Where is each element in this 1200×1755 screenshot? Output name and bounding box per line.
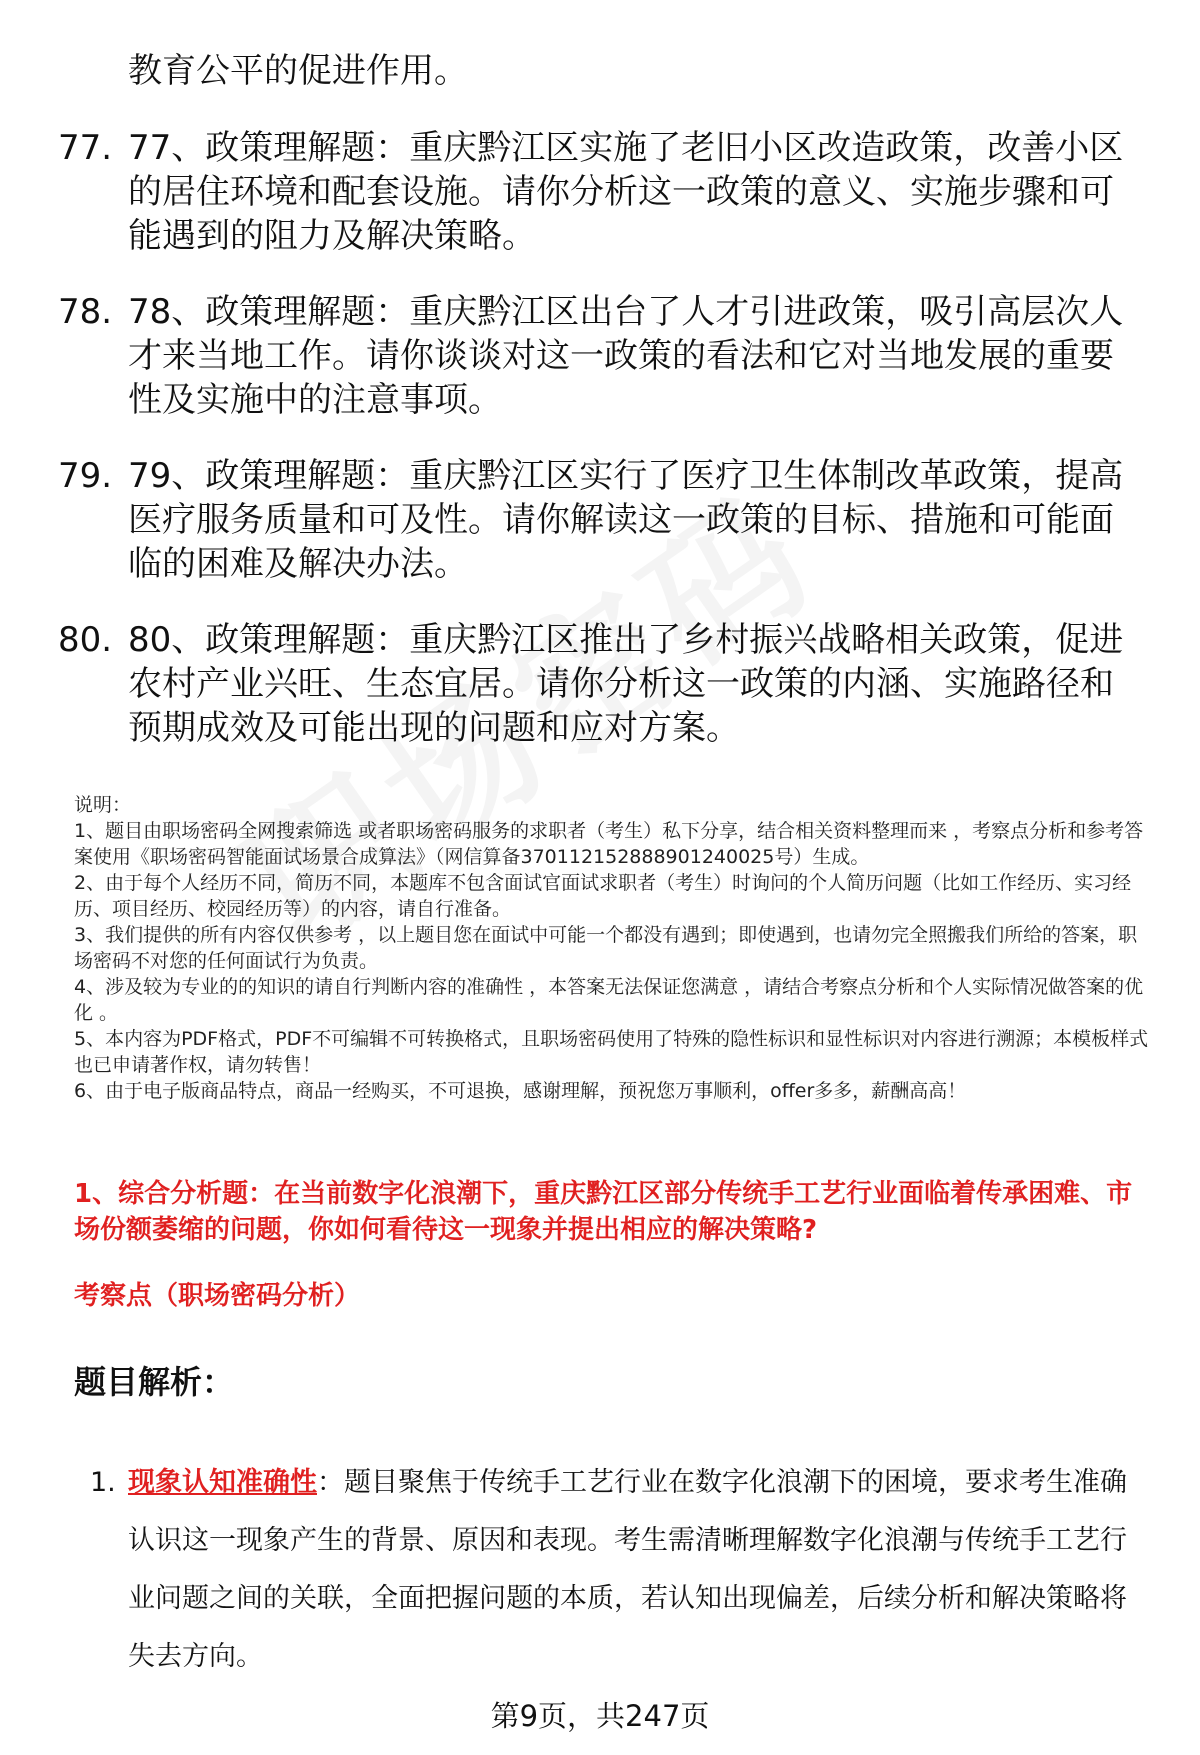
term-separator: ： <box>317 1467 344 1498</box>
list-item <box>58 290 1148 422</box>
question-text: 78、政策理解题：重庆黔江区出台了人才引进政策，吸引高层次人才来当地工作。请你谈谈对这一政策的看法和它对当地发展的重要性及实施中的注意事项。 <box>128 292 1124 420</box>
note-item: 1、题目由职场密码全网搜索筛选 或者职场密码服务的求职者（考生）私下分享，结合相关资料整理而来 ，考察点分析和参考答案使用《职场密码智能面试场景合成算法》（网信算备370112152888901240025号）生成。 <box>74 820 1144 868</box>
notes-section <box>74 792 1154 1104</box>
list-number: 80. <box>58 620 113 660</box>
note-item: 4、涉及较为专业的的知识的请自行判断内容的准确性 ，本答案无法保证您满意 ，请结合考察点分析和个人实际情况做答案的优化 。 <box>74 976 1144 1024</box>
note-item: 3、我们提供的所有内容仅供参考 ，以上题目您在面试中可能一个都没有遇到；即使遇到，也请勿完全照搬我们所给的答案，职场密码不对您的任何面试行为负责。 <box>74 924 1138 972</box>
list-item <box>58 126 1148 258</box>
analysis-body: 题目聚焦于传统手工艺行业在数字化浪潮下的困境，要求考生准确认识这一现象产生的背景、原因和表现。考生需清晰理解数字化浪潮与传统手工艺行业问题之间的关联，全面把握问题的本质，若认知出现偏差，后续分析和解决策略将失去方向。 <box>128 1467 1127 1672</box>
notes-heading: 说明： <box>74 794 132 816</box>
list-item <box>58 454 1148 586</box>
list-number: 77. <box>58 128 113 168</box>
analysis-list <box>90 1454 1150 1686</box>
list-number: 78. <box>58 292 113 332</box>
page-number: 第9页，共247页 <box>490 1699 710 1733</box>
kaochadian-heading: 考察点（职场密码分析） <box>74 1281 361 1311</box>
analysis-term: 现象认知准确性 <box>128 1467 317 1498</box>
note-item: 2、由于每个人经历不同，简历不同，本题库不包含面试官面试求职者（考生）时询问的个人简历问题（比如工作经历、实习经历、项目经历、校园经历等）的内容，请自行准备。 <box>74 872 1132 920</box>
analysis-item <box>90 1454 1150 1686</box>
list-number: 1. <box>90 1467 116 1498</box>
question-text: 79、政策理解题：重庆黔江区实行了医疗卫生体制改革政策，提高医疗服务质量和可及性。请你解读这一政策的目标、措施和可能面临的困难及解决办法。 <box>128 456 1124 584</box>
question-text: 80、政策理解题：重庆黔江区推出了乡村振兴战略相关政策，促进农村产业兴旺、生态宜居。请你分析这一政策的内涵、实施路径和预期成效及可能出现的问题和应对方案。 <box>128 620 1124 748</box>
note-item: 6、由于电子版商品特点，商品一经购买，不可退换，感谢理解，预祝您万事顺利，offer多多，薪酬高高！ <box>74 1080 967 1102</box>
list-number: 79. <box>58 456 113 496</box>
question-list <box>58 126 1148 782</box>
analysis-text <box>128 1454 1143 1686</box>
note-item: 5、本内容为PDF格式，PDF不可编辑不可转换格式，且职场密码使用了特殊的隐性标识和显性标识对内容进行溯源；本模板样式也已申请著作权，请勿转售！ <box>74 1028 1149 1076</box>
question-text: 77、政策理解题：重庆黔江区实施了老旧小区改造政策，改善小区的居住环境和配套设施。请你分析这一政策的意义、实施步骤和可能遇到的阻力及解决策略。 <box>128 128 1124 256</box>
analysis-title: 题目解析： <box>74 1363 235 1401</box>
list-item <box>58 618 1148 750</box>
continuation-text: 教育公平的促进作用。 <box>128 51 468 91</box>
featured-question: 1、综合分析题：在当前数字化浪潮下，重庆黔江区部分传统手工艺行业面临着传承困难、市场份额萎缩的问题，你如何看待这一现象并提出相应的解决策略? <box>74 1179 1133 1245</box>
